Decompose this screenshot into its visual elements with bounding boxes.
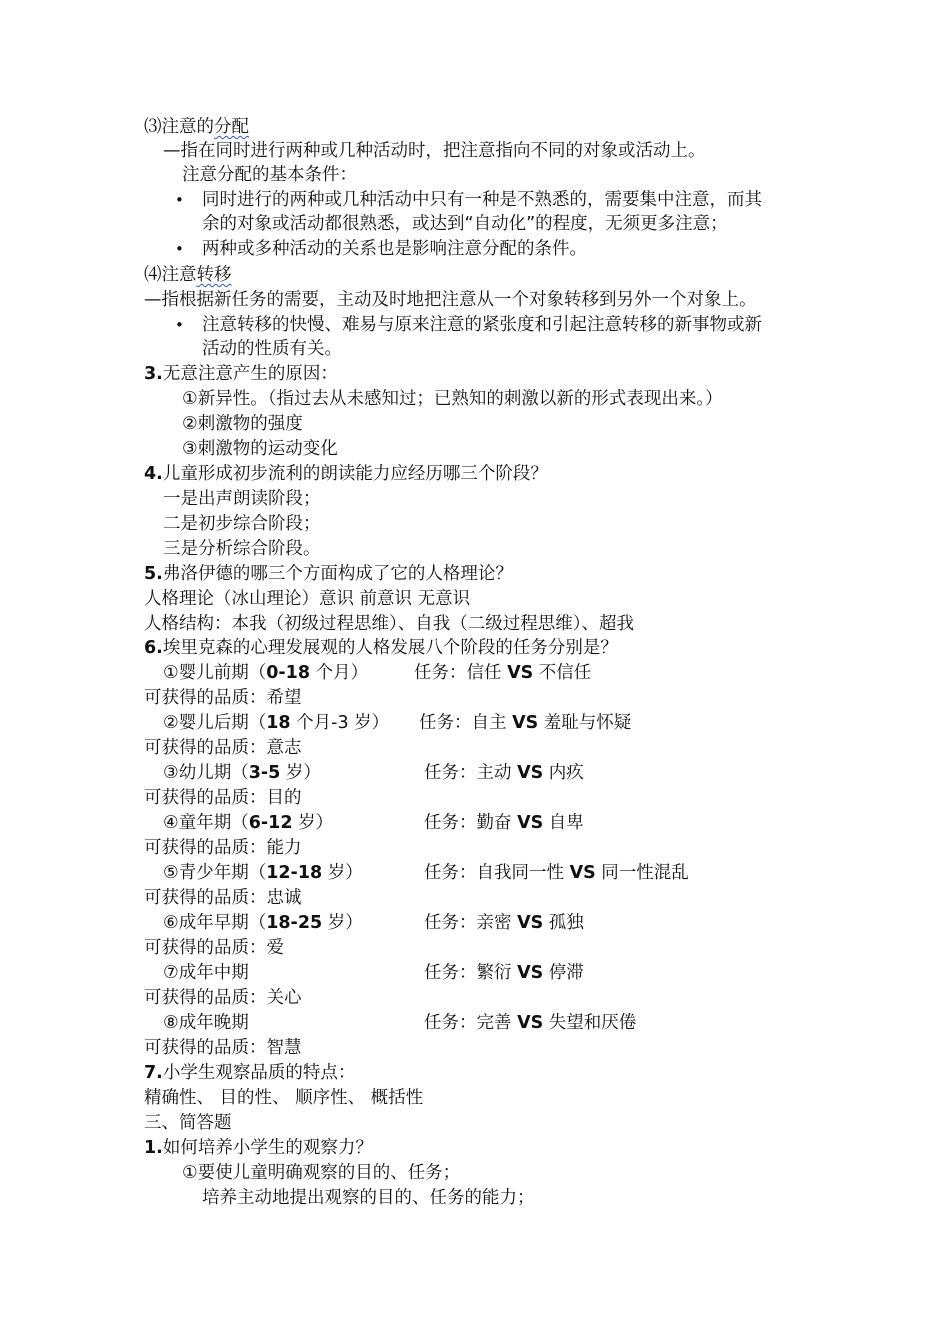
q6-quality: [144, 786, 302, 810]
q6-task: [424, 811, 584, 835]
s4-bullet-line2: 活动的性质有关。: [202, 339, 342, 359]
stage-range: 6-12: [248, 813, 293, 833]
task-b: 失望和厌倦: [543, 1013, 637, 1033]
q3-item: ③刺激物的运动变化: [182, 439, 338, 459]
stage-range: 12-18: [266, 863, 323, 883]
q6-quality: [144, 1036, 302, 1060]
vs-label: VS: [507, 663, 534, 683]
q6-stage: [163, 661, 368, 685]
qa1-title: [144, 1136, 373, 1160]
s4-heading: [144, 263, 232, 287]
q6-stage: [163, 911, 363, 935]
q6-task: [424, 1011, 636, 1035]
task-b: 羞耻与怀疑: [538, 713, 632, 733]
s4-heading-num: ⑷注意: [144, 265, 197, 285]
q6-stage: [163, 711, 389, 735]
task-a: 主动: [476, 763, 518, 783]
task-a: 完善: [476, 1013, 518, 1033]
stage-unit: 岁）: [292, 813, 334, 833]
stage-name: ⑤青少年期（: [163, 863, 267, 883]
stage-name: ④童年期（: [163, 813, 249, 833]
q6-quality: [144, 986, 302, 1010]
qa1-title-text: 如何培养小学生的观察力？: [162, 1138, 373, 1158]
s3-heading-term: 分配: [214, 117, 249, 137]
q5-line2: 人格结构：本我（初级过程思维）、自我（二级过程思维）、超我: [144, 614, 634, 634]
vs-label: VS: [512, 713, 539, 733]
task-label: 任务：: [424, 813, 477, 833]
bullet-icon: •: [175, 191, 184, 209]
vs-label: VS: [517, 813, 544, 833]
task-a: 自主: [471, 713, 513, 733]
vs-label: VS: [517, 913, 544, 933]
q6-quality: [144, 886, 302, 910]
task-a: 信任: [466, 663, 508, 683]
s3-bullet1-line1: 同时进行的两种或几种活动中只有一种是不熟悉的，需要集中注意，而其: [202, 190, 762, 210]
q3-item: ②刺激物的强度: [182, 414, 303, 434]
s4-bullet-line1: 注意转移的快慢、难易与原来注意的紧张度和引起注意转移的新事物或新: [202, 315, 762, 335]
q7-line: 精确性、 目的性、 顺序性、 概括性: [144, 1088, 424, 1108]
quality-value: 意志: [266, 738, 302, 758]
q5-title-text: 弗洛伊德的哪三个方面构成了它的人格理论？: [162, 564, 513, 584]
task-a: 亲密: [476, 913, 518, 933]
stage-range: 18-25: [266, 913, 323, 933]
qa1-item1-sub: 培养主动地提出观察的目的、任务的能力；: [202, 1188, 535, 1208]
q4-title: [144, 462, 548, 486]
q4-item: 一是出声朗读阶段；: [163, 489, 321, 509]
q6-task: [424, 861, 689, 885]
stage-name: ⑥成年早期（: [163, 913, 267, 933]
task-label: 任务：: [424, 963, 477, 983]
quality-value: 希望: [266, 688, 302, 708]
stage-name: ①婴儿前期（: [163, 663, 267, 683]
q6-task: [424, 911, 584, 935]
vs-label: VS: [569, 863, 596, 883]
quality-label: 可获得的品质：: [144, 688, 267, 708]
task-a: 自我同一性: [476, 863, 570, 883]
q6-quality: [144, 686, 302, 710]
s3-bullet1-line2: 余的对象或活动都很熟悉，或达到“自动化”的程度，无须更多注意；: [202, 214, 728, 234]
task-a: 勤奋: [476, 813, 518, 833]
quality-label: 可获得的品质：: [144, 1038, 267, 1058]
q7-title: [144, 1061, 355, 1085]
q6-quality: [144, 736, 302, 760]
q6-title: [144, 636, 618, 660]
stage-range: 3-5: [248, 763, 281, 783]
quality-label: 可获得的品质：: [144, 738, 267, 758]
stage-unit: 岁）: [322, 913, 363, 933]
q3-title-text: 无意注意产生的原因：: [162, 364, 338, 384]
q3-number: 3.: [144, 364, 163, 384]
stage-unit: 岁）: [280, 763, 321, 783]
stage-name: ⑧成年晚期: [163, 1013, 249, 1033]
quality-value: 能力: [266, 838, 302, 858]
q6-quality: [144, 836, 302, 860]
task-label: 任务：: [424, 913, 477, 933]
qa1-item1: ①要使儿童明确观察的目的、任务；: [182, 1163, 461, 1183]
task-b: 不信任: [533, 663, 592, 683]
task-label: 任务：: [414, 663, 467, 683]
q6-task: [419, 711, 631, 735]
s3-conditions-title: 注意分配的基本条件：: [182, 165, 357, 185]
stage-range: 18: [266, 713, 291, 733]
s3-bullet2: 两种或多种活动的关系也是影响注意分配的条件。: [202, 239, 587, 259]
q6-quality: [144, 936, 284, 960]
q7-number: 7.: [144, 1063, 163, 1083]
stage-unit: 个月）: [310, 663, 369, 683]
quality-label: 可获得的品质：: [144, 988, 267, 1008]
q6-task: [424, 961, 584, 985]
quality-label: 可获得的品质：: [144, 788, 267, 808]
q5-line1: 人格理论（冰山理论）意识 前意识 无意识: [144, 589, 471, 609]
vs-label: VS: [517, 963, 544, 983]
q7-title-text: 小学生观察品质的特点：: [162, 1063, 356, 1083]
quality-label: 可获得的品质：: [144, 888, 267, 908]
task-label: 任务：: [424, 863, 477, 883]
q6-stage: [163, 961, 249, 985]
task-b: 孤独: [543, 913, 584, 933]
vs-label: VS: [517, 1013, 544, 1033]
quality-value: 目的: [266, 788, 302, 808]
q6-stage: [163, 811, 333, 835]
q6-stage: [163, 1011, 249, 1035]
s4-definition: —指根据新任务的需要，主动及时地把注意从一个对象转移到另外一个对象上。: [144, 290, 757, 310]
q5-number: 5.: [144, 564, 163, 584]
s3-heading-num: ⑶注意的: [144, 117, 214, 137]
q4-number: 4.: [144, 464, 163, 484]
vs-label: VS: [517, 763, 544, 783]
task-label: 任务：: [419, 713, 472, 733]
q6-stage: [163, 861, 363, 885]
q6-title-text: 埃里克森的心理发展观的人格发展八个阶段的任务分别是？: [162, 638, 618, 658]
stage-unit: 个月-3 岁）: [290, 713, 390, 733]
q3-item: ①新异性。（指过去从未感知过；已熟知的刺激以新的形式表现出来。）: [182, 389, 723, 409]
quality-value: 爱: [266, 938, 284, 958]
quality-value: 智慧: [266, 1038, 302, 1058]
qa1-number: 1.: [144, 1138, 163, 1158]
s3-definition: —指在同时进行两种或几种活动时，把注意指向不同的对象或活动上。: [163, 141, 706, 161]
task-b: 自卑: [543, 813, 584, 833]
stage-unit: 岁）: [322, 863, 363, 883]
stage-range: 0-18: [266, 663, 310, 683]
q5-title: [144, 562, 513, 586]
bullet-icon: •: [175, 240, 184, 258]
task-b: 内疚: [543, 763, 584, 783]
q6-stage: [163, 761, 321, 785]
q6-task: [424, 761, 584, 785]
q6-task: [414, 661, 591, 685]
quality-label: 可获得的品质：: [144, 938, 267, 958]
stage-name: ②婴儿后期（: [163, 713, 267, 733]
quality-value: 关心: [266, 988, 302, 1008]
q6-number: 6.: [144, 638, 163, 658]
bullet-icon: •: [175, 316, 184, 334]
stage-name: ③幼儿期（: [163, 763, 249, 783]
task-a: 繁衍: [476, 963, 518, 983]
stage-name: ⑦成年中期: [163, 963, 249, 983]
section-title: 三、简答题: [144, 1113, 232, 1133]
q4-title-text: 儿童形成初步流利的朗读能力应经历哪三个阶段？: [162, 464, 548, 484]
q4-item: 二是初步综合阶段；: [163, 514, 321, 534]
s3-heading: [144, 115, 249, 139]
task-label: 任务：: [424, 1013, 477, 1033]
quality-value: 忠诚: [266, 888, 302, 908]
task-b: 同一性混乱: [595, 863, 689, 883]
quality-label: 可获得的品质：: [144, 838, 267, 858]
task-b: 停滞: [543, 963, 584, 983]
task-label: 任务：: [424, 763, 477, 783]
q4-item: 三是分析综合阶段。: [163, 539, 321, 559]
s4-heading-term: 转移: [196, 265, 232, 285]
q3-title: [144, 362, 338, 386]
